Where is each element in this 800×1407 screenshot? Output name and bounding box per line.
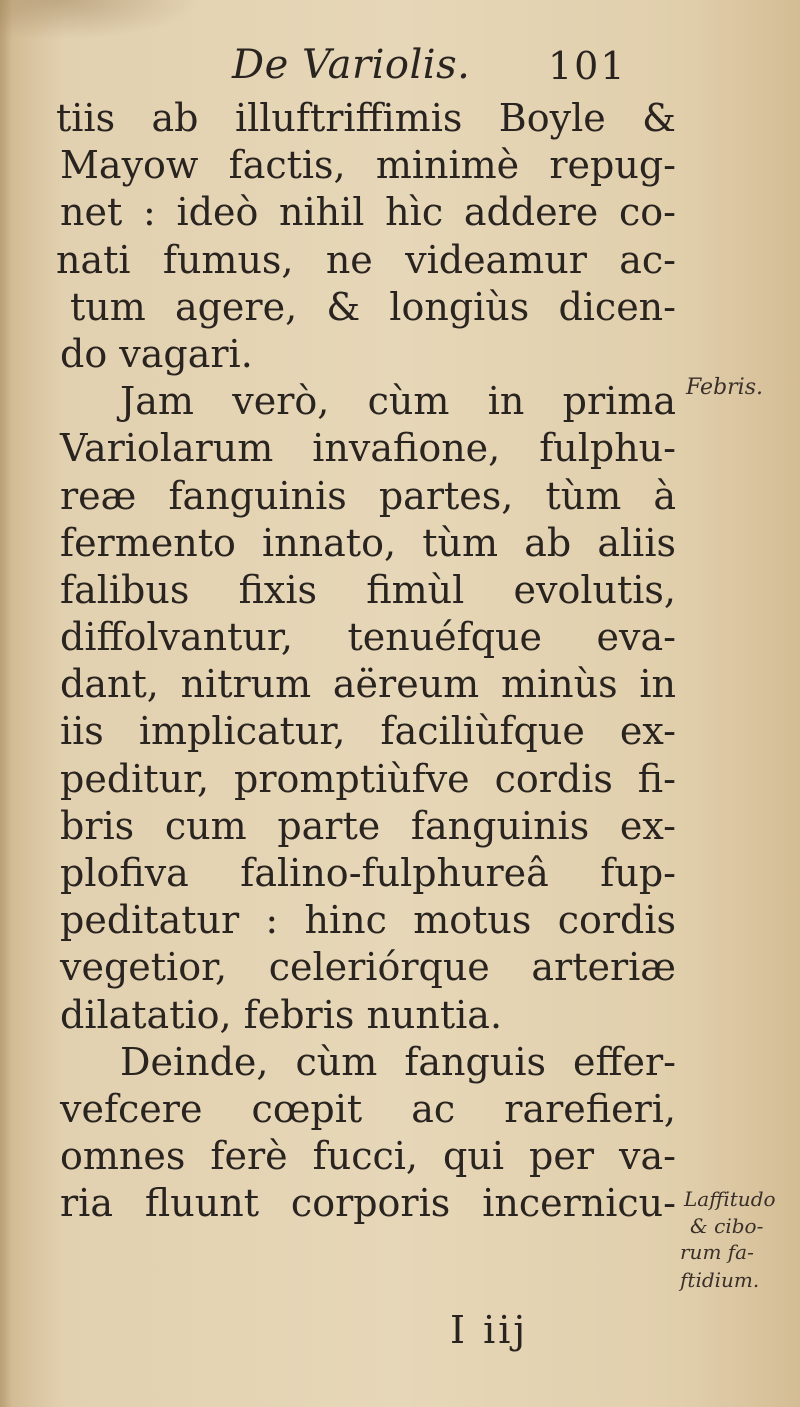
text-line: Deinde, cùm fanguis effer-: [120, 1039, 676, 1084]
text-line: dilatatio, febris nuntia.: [60, 992, 503, 1037]
text-line: nati fumus, ne videamur ac-: [56, 237, 676, 282]
text-line: tum agere, & longiùs dicen-: [70, 284, 676, 329]
text-line: reæ fanguinis partes, tùm à: [60, 473, 676, 518]
page-number: 101: [548, 44, 627, 88]
text-line: peditur, promptiùfve cordis fi-: [60, 756, 676, 801]
page-header: [0, 42, 800, 92]
marginal-note-laffitudo-2: & cibo-: [690, 1214, 764, 1238]
text-line: Variolarum invafione, fulphu-: [60, 426, 676, 471]
text-line: tiis ab illuftriffimis Boyle &: [56, 96, 676, 140]
text-line: do vagari.: [60, 331, 253, 376]
signature-mark: I iij: [450, 1308, 529, 1352]
paper-stain: [0, 0, 200, 40]
marginal-note-febris: Febris.: [686, 375, 763, 400]
running-title: De Variolis.: [232, 42, 471, 88]
text-line: ria fluunt corporis incernicu-: [60, 1181, 676, 1226]
text-line: plofiva falino-fulphureâ fup-: [60, 851, 676, 895]
marginal-note-laffitudo-1: Laffitudo: [684, 1187, 776, 1211]
body-text: [56, 95, 676, 1228]
text-line: dant, nitrum aëreum minùs in: [60, 662, 676, 707]
text-line: bris cum parte fanguinis ex-: [60, 803, 676, 848]
text-line: Jam verò, cùm in prima: [120, 379, 676, 424]
text-line: diffolvantur, tenuéfque eva-: [60, 615, 676, 660]
text-line: net : ideò nihil hìc addere co-: [60, 190, 676, 235]
marginal-note-laffitudo-4: ftidium.: [680, 1268, 760, 1292]
page-edge-shadow: [0, 0, 12, 1407]
marginal-note-laffitudo-3: rum fa-: [680, 1240, 754, 1264]
text-line: omnes ferè fucci, qui per va-: [60, 1134, 676, 1179]
text-line: vefcere cœpit ac rarefieri,: [60, 1086, 676, 1131]
text-line: peditatur : hinc motus cordis: [60, 898, 676, 943]
text-line: Mayow factis, minimè repug-: [60, 143, 676, 188]
text-line: falibus fixis fimùl evolutis,: [60, 567, 676, 612]
text-line: vegetior, celeriórque arteriæ: [60, 945, 676, 990]
text-line: iis implicatur, faciliùfque ex-: [60, 709, 676, 754]
text-line: fermento innato, tùm ab aliis: [60, 520, 676, 565]
